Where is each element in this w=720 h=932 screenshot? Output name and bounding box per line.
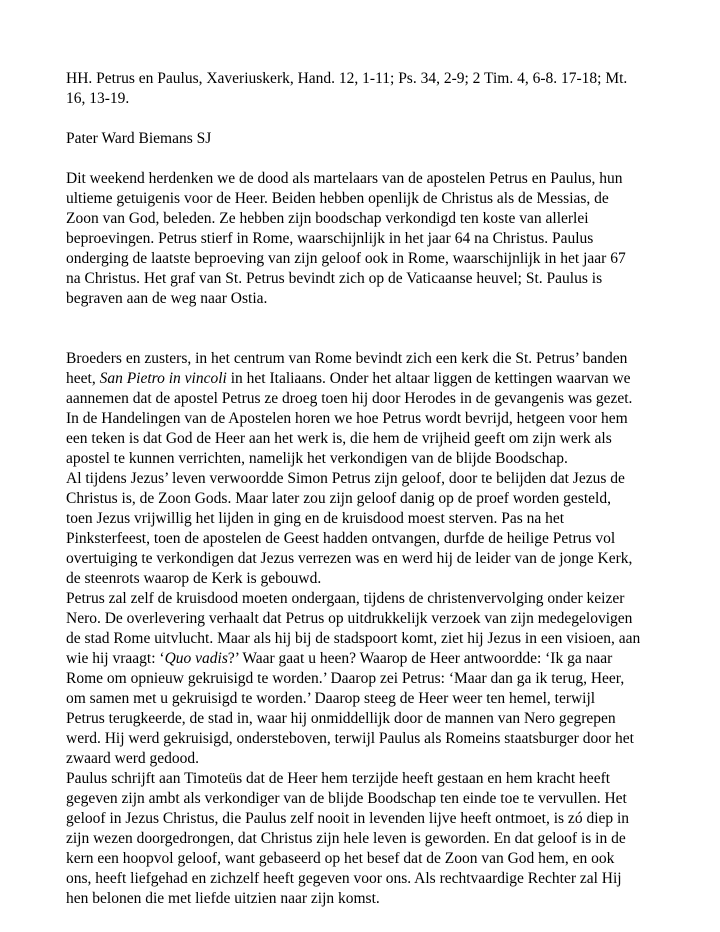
body-paragraph-paulus xyxy=(66,769,666,909)
body-paragraph-rome-church xyxy=(66,349,666,469)
text-line: Dit weekend herdenken we de dood als martelaars van de apostelen Petrus en Paulus, hun xyxy=(66,170,623,187)
text-line: kern een hoopvol geloof, want gebaseerd op het besef dat de Zoon van God hem, en ook xyxy=(66,850,615,867)
text-line: overtuiging te verkondigen dat Jezus verrezen was en werd hij de leider van de jonge Kerk, xyxy=(66,550,633,567)
text-line: werd. Hij werd gekruisigd, ondersteboven, terwijl Paulus als Romeins staatsburger door het xyxy=(66,730,634,747)
text-line: beproevingen. Petrus stierf in Rome, waarschijnlijk in het jaar 64 na Christus. Paulus xyxy=(66,230,594,247)
text-line: Paulus schrijft aan Timoteüs dat de Heer hem terzijde heeft gestaan en hem kracht heeft xyxy=(66,770,611,787)
text-line: onderging de laatste beproeving van zijn geloof ook in Rome, waarschijnlijk in het jaar 67 xyxy=(66,250,626,267)
text-line xyxy=(66,649,666,669)
text-segment: heet, xyxy=(66,370,100,387)
document-page xyxy=(66,69,666,909)
text-line: Christus is, de Zoon Gods. Maar later zou zijn geloof danig op de proef worden gesteld, xyxy=(66,490,611,507)
text-line: om samen met u gekruisigd te worden.’ Daarop steeg de Heer weer ten hemel, terwijl xyxy=(66,690,596,707)
text-line xyxy=(66,369,666,389)
text-line: apostel te kunnen verrichten, namelijk het verkondigen van de blijde Boodschap. xyxy=(66,450,568,467)
text-line: begraven aan de weg naar Ostia. xyxy=(66,290,268,307)
text-line: zwaard werd gedood. xyxy=(66,750,199,767)
italic-term: Quo vadis xyxy=(164,650,228,667)
italic-term: San Pietro in vincoli xyxy=(99,370,227,387)
text-line: Pinksterfeest, toen de apostelen de Geest hadden ontvangen, durfde de heilige Petrus vol xyxy=(66,530,616,547)
text-line: de stad Rome uitvlucht. Maar als hij bij de stadspoort komt, ziet hij Jezus in een visioen, aan xyxy=(66,630,641,647)
text-line: gegeven zijn ambt als verkondiger van de blijde Boodschap ten einde toe te vervullen. Het xyxy=(66,790,627,807)
text-line: Petrus zal zelf de kruisdood moeten ondergaan, tijdens de christenvervolging onder keizer xyxy=(66,590,625,607)
text-line: Petrus terugkeerde, de stad in, waar hij onmiddellijk door de mannen van Nero gegrepen xyxy=(66,710,616,727)
text-line: ons, heeft liefgehad en zichzelf heeft gegeven voor ons. Als rechtvaardige Rechter zal Hij xyxy=(66,870,622,887)
text-line: geloof in Jezus Christus, die Paulus zelf nooit in levenden lijve heeft ontmoet, is zó diep in xyxy=(66,810,630,827)
text-line: In de Handelingen van de Apostelen horen we hoe Petrus wordt bevrijd, hetgeen voor hem xyxy=(66,410,628,427)
text-line: toen Jezus vrijwillig het lijden in ging en de kruisdood moest sterven. Pas na het xyxy=(66,510,565,527)
text-line: hen belonen die met liefde uitzien naar zijn komst. xyxy=(66,890,380,907)
text-line: ultieme getuigenis voor de Heer. Beiden hebben openlijk de Christus als de Messias, de xyxy=(66,190,609,207)
reference-line: 16, 13-19. xyxy=(66,90,130,107)
text-line: Al tijdens Jezus’ leven verwoordde Simon Petrus zijn geloof, door te belijden dat Jezus de xyxy=(66,470,625,487)
body-paragraph-petrus-faith xyxy=(66,469,666,589)
text-line: Nero. De overlevering verhaalt dat Petrus op uitdrukkelijk verzoek van zijn medegelovigen xyxy=(66,610,633,627)
text-segment: ?’ Waar gaat u heen? Waarop de Heer antwoordde: ‘Ik ga naar xyxy=(227,650,613,667)
text-line: Zoon van God, beleden. Ze hebben zijn boodschap verkondigd ten koste van allerlei xyxy=(66,210,589,227)
text-line: Broeders en zusters, in het centrum van Rome bevindt zich een kerk die St. Petrus’ banden xyxy=(66,350,628,367)
author-name: Pater Ward Biemans SJ xyxy=(66,130,212,147)
reference-line: HH. Petrus en Paulus, Xaveriuskerk, Hand. 12, 1-11; Ps. 34, 2-9; 2 Tim. 4, 6-8. 17-18; Mt. xyxy=(66,70,628,87)
text-segment: in het Italiaans. Onder het altaar liggen de kettingen waarvan we xyxy=(226,370,631,387)
text-line: na Christus. Het graf van St. Petrus bevindt zich op de Vaticaanse heuvel; St. Paulus is xyxy=(66,270,603,287)
text-line: zijn wezen doorgedrongen, dat Christus zijn hele leven is geworden. En dat geloof is in de xyxy=(66,830,626,847)
text-line: de steenrots waarop de Kerk is gebouwd. xyxy=(66,570,322,587)
body-paragraph-quo-vadis xyxy=(66,589,666,769)
text-line: aannemen dat de apostel Petrus ze droeg toen hij door Herodes in de gevangenis was gezet. xyxy=(66,390,633,407)
intro-paragraph xyxy=(66,169,666,309)
scripture-reference xyxy=(66,69,666,109)
text-line: Rome om opnieuw gekruisigd te worden.’ Daarop zei Petrus: ‘Maar dan ga ik terug, Heer, xyxy=(66,670,625,687)
text-segment: wie hij vraagt: ‘ xyxy=(66,650,165,667)
text-line: een teken is dat God de Heer aan het werk is, die hem de vrijheid geeft om zijn werk als xyxy=(66,430,612,447)
